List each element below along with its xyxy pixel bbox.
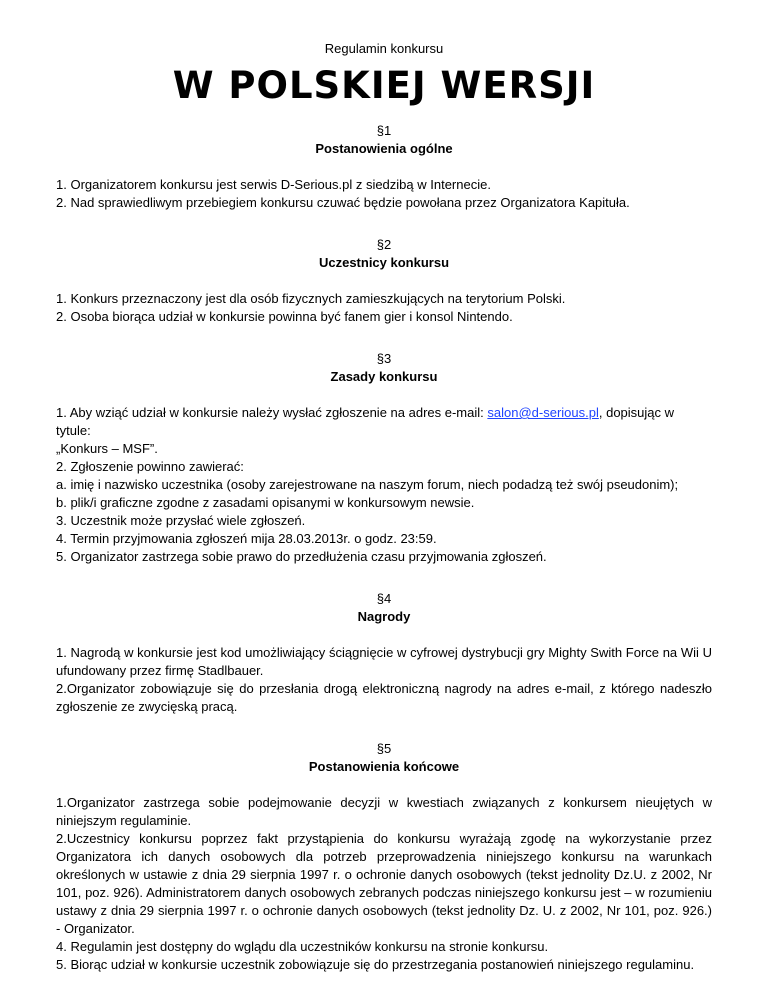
list-item: 2. Zgłoszenie powinno zawierać: bbox=[56, 459, 244, 474]
section-title: Uczestnicy konkursu bbox=[318, 255, 450, 270]
list-item: 2. Osoba biorąca udział w konkursie powinna być fanem gier i konsol Nintendo. bbox=[56, 309, 513, 324]
section-title: Postanowienia końcowe bbox=[308, 759, 460, 774]
list-item: 2. Nad sprawiedliwym przebiegiem konkursu czuwać będzie powołana przez Organizatora Kapituła. bbox=[56, 195, 630, 210]
list-item: 1. Organizatorem konkursu jest serwis D-Serious.pl z siedzibą w Internecie. bbox=[56, 177, 491, 192]
document-title: W POLSKIEJ WERSJI bbox=[172, 64, 596, 107]
list-item: 2.Uczestnicy konkursu poprzez fakt przystąpienia do konkursu wyrażają zgodę na wykorzystanie przez Organizatora ich danych osobowych dla potrzeb przeprowadzenia niniejszego konkursu na warunkach określonych w ustawie z dnia 29 sierpnia 1997 r. o ochronie danych osobowych (tekst jednolity Dz.U. z 2002, Nr 101, poz. 926). Administratorem danych osobowych zebranych podczas niniejszego konkursu jest – w rozumieniu ustawy z dnia 29 sierpnia 1997 r. o ochronie danych osobowych (tekst jednolity Dz. U. z 2002, Nr 101, poz. 926.) - Organizator. bbox=[56, 831, 712, 936]
document-subtitle: Regulamin konkursu bbox=[324, 41, 444, 56]
list-item: 1. Konkurs przeznaczony jest dla osób fizycznych zamieszkujących na terytorium Polski. bbox=[56, 291, 566, 306]
list-item: 5. Organizator zastrzega sobie prawo do przedłużenia czasu przyjmowania zgłoszeń. bbox=[56, 549, 547, 564]
section-4 bbox=[56, 590, 712, 716]
rule-text: , dopisując w tytule: bbox=[56, 405, 675, 438]
section-number: §4 bbox=[376, 591, 392, 606]
list-item: a. imię i nazwisko uczestnika (osoby zarejestrowane na naszym forum, niech podadzą też swój pseudonim); bbox=[56, 477, 679, 492]
section-number: §2 bbox=[376, 237, 392, 252]
section-5 bbox=[56, 740, 712, 974]
list-item: 4. Regulamin jest dostępny do wglądu dla uczestników konkursu na stronie konkursu. bbox=[56, 939, 549, 954]
list-item: 1. Nagrodą w konkursie jest kod umożliwiający ściągnięcie w cyfrowej dystrybucji gry Mighty Swith Force na Wii U ufundowany przez firmę Stadlbauer. bbox=[56, 645, 712, 678]
list-item: 5. Biorąc udział w konkursie uczestnik zobowiązuje się do przestrzegania postanowień niniejszego regulaminu. bbox=[56, 957, 695, 972]
section-title: Nagrody bbox=[357, 609, 411, 624]
section-title: Postanowienia ogólne bbox=[315, 141, 453, 156]
list-item: 2.Organizator zobowiązuje się do przesłania drogą elektroniczną nagrody na adres e-mail, z którego nadeszło zgłoszenie ze zwycięską pracą. bbox=[56, 681, 712, 714]
section-2 bbox=[56, 236, 712, 326]
section-number: §5 bbox=[376, 741, 392, 756]
rule-text: 1. Aby wziąć udział w konkursie należy wysłać zgłoszenie na adres e-mail: bbox=[56, 405, 488, 420]
list-item: 3. Uczestnik może przysłać wiele zgłoszeń. bbox=[56, 513, 306, 528]
section-3 bbox=[56, 350, 712, 566]
list-item: b. plik/i graficzne zgodne z zasadami opisanymi w konkursowym newsie. bbox=[56, 495, 475, 510]
section-number: §1 bbox=[376, 123, 392, 138]
section-1 bbox=[56, 122, 712, 212]
list-item: „Konkurs – MSF”. bbox=[56, 441, 158, 456]
email-link[interactable]: salon@d-serious.pl bbox=[487, 405, 599, 420]
section-title: Zasady konkursu bbox=[330, 369, 438, 384]
list-item bbox=[56, 404, 712, 440]
list-item: 4. Termin przyjmowania zgłoszeń mija 28.03.2013r. o godz. 23:59. bbox=[56, 531, 437, 546]
list-item: 1.Organizator zastrzega sobie podejmowanie decyzji w kwestiach związanych z konkursem nieujętych w niniejszym regulaminie. bbox=[56, 795, 712, 828]
section-number: §3 bbox=[376, 351, 392, 366]
